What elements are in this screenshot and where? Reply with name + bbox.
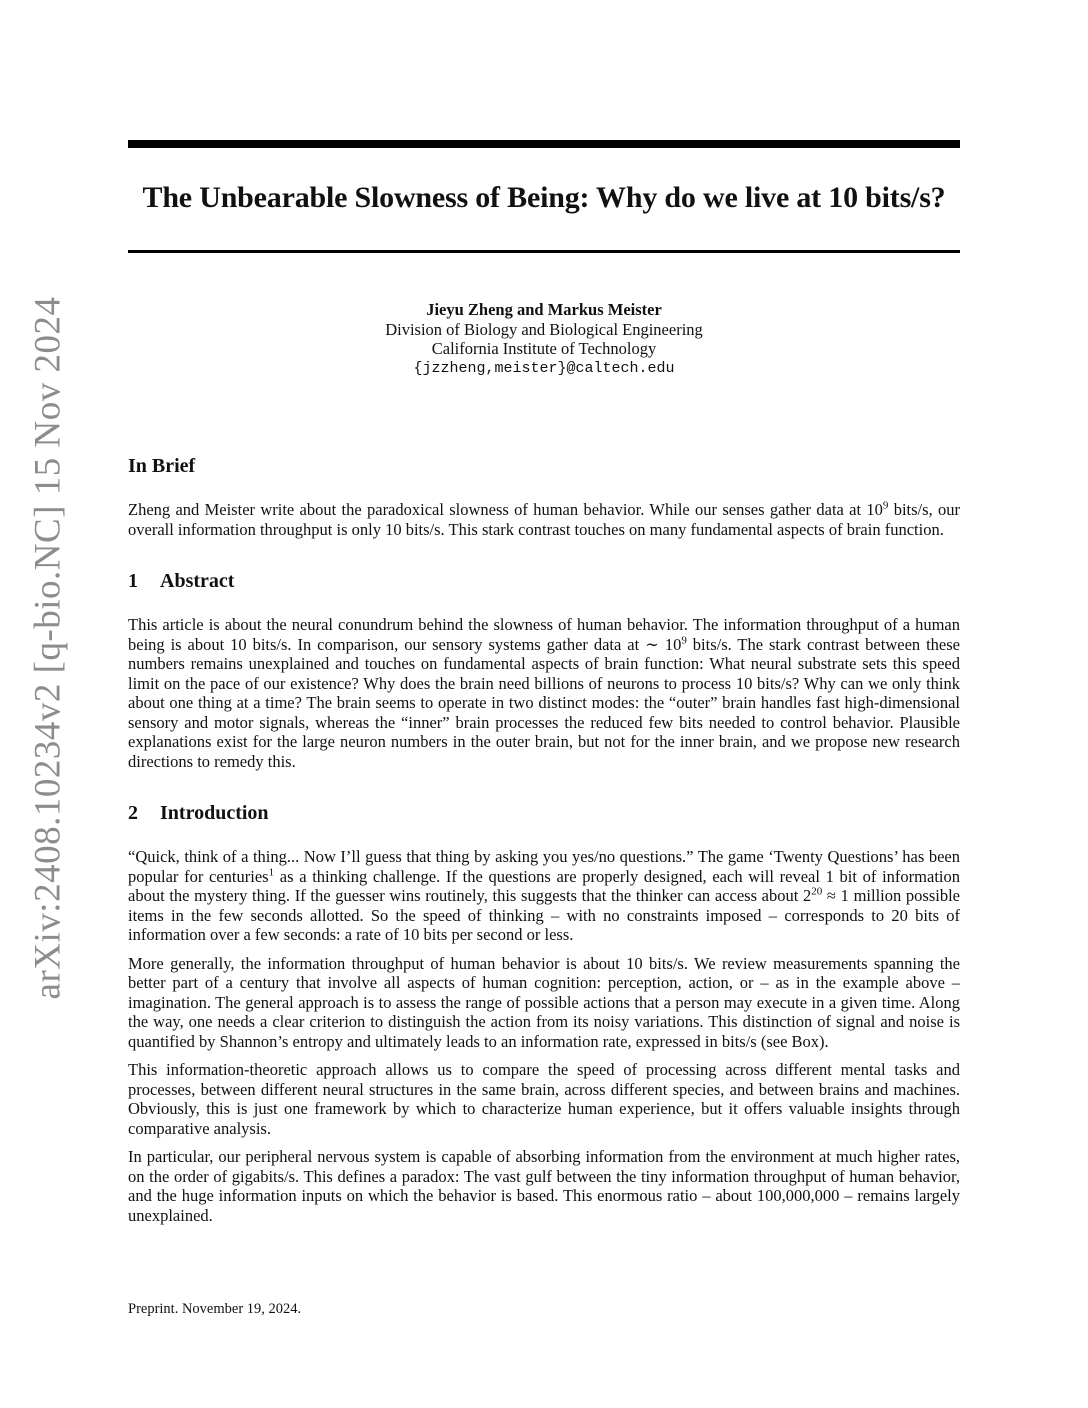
author-email: {jzzheng,meister}@caltech.edu: [413, 359, 675, 377]
introduction-paragraph-2: More generally, the information throughput of human behavior is about 10 bits/s. We review measurements spanning the better part of a century that involve all aspects of human cognition: perception, action, or – as in the example above – imagination. The general approach is to assess the range of possible actions that a person may execute in a given time. Along the way, one needs a clear criterion to distinguish the action from its noisy variations. This distinction of signal and noise is quantified by Shannon’s entropy and ultimately leads to an information rate, expressed in bits/s (see Box).: [128, 953, 960, 1051]
paper-page: [128, 140, 960, 1225]
in-brief-section: [128, 500, 960, 539]
introduction-heading: 2 Introduction: [128, 802, 269, 824]
introduction-section-number: 2: [128, 802, 138, 824]
abstract-section-number: 1: [128, 570, 138, 592]
in-brief-paragraph: Zheng and Meister write about the paradoxical slowness of human behavior. While our senses gather data at $10^9$ bits/s, our overall information throughput is only 10 bits/s. This stark contrast touches on many fundamental aspects of brain function.: [128, 499, 960, 539]
introduction-paragraph-1: “Quick, think of a thing... Now I’ll guess that thing by asking you yes/no questions.” The game ‘Twenty Questions’ has been popular for centuries$^1$ as a thinking challenge. If the questions are properly designed, each will reveal 1 bit of information about the mystery thing. If the guesser wins routinely, this suggests that the thinker can access about $2^{20} \approx 1$ million possible items in the few seconds allotted. So the speed of thinking – with no constraints imposed – corresponds to 20 bits of information over a few seconds: a rate of 10 bits per second or less.: [128, 847, 961, 944]
footnote-marker[interactable]: 1: [268, 866, 275, 878]
abstract-paragraph: This article is about the neural conundrum behind the slowness of human behavior. The information throughput of a human being is about 10 bits/s. In comparison, our sensory systems gather data at ∼ $10^9$ bits/s. The stark contrast between these numbers remains unexplained and touches on fundamental aspects of brain function: What neural substrate sets this speed limit on the pace of our existence? Why does the brain need billions of neurons to process 10 bits/s? Why can we only think about one thing at a time? The brain seems to operate in two distinct modes: the “outer” brain handles fast high-dimensional sensory and motor signals, whereas the “inner” brain processes the reduced few bits needed to control behavior. Plausible explanations exist for the large neuron numbers in the outer brain, but not for the inner brain, and we propose new research directions to remedy this.: [128, 615, 960, 771]
in-brief-heading: In Brief: [128, 455, 196, 477]
author-division: Division of Biology and Biological Engineering: [385, 319, 703, 339]
abstract-section: [128, 615, 960, 771]
arxiv-identifier-stamp: arXiv:2408.10234v2 [q-bio.NC] 15 Nov 2024: [27, 296, 69, 1000]
introduction-paragraph-4: In particular, our peripheral nervous system is capable of absorbing information from the environment at much higher rates, on the order of gigabits/s. This defines a paradox: The vast gulf between the tiny information throughput of human behavior, and the huge information inputs on which the behavior is based. This enormous ratio – about 100,000,000 – remains largely unexplained.: [128, 1147, 960, 1225]
author-block: [128, 300, 960, 378]
preprint-footer-note: Preprint. November 19, 2024.: [128, 1301, 302, 1317]
author-institution: California Institute of Technology: [431, 339, 657, 358]
title-bottom-rule: [128, 250, 960, 253]
introduction-paragraph-3: This information-theoretic approach allows us to compare the speed of processing across different mental tasks and processes, between different neural structures in the same brain, across different species, and between brains and machines. Obviously, this is just one framework by which to characterize human experience, but it offers valuable insights through comparative analysis.: [128, 1060, 960, 1138]
author-names: Jieyu Zheng and Markus Meister: [426, 300, 662, 319]
paper-title: The Unbearable Slowness of Being: Why do we live at 10 bits/s?: [142, 181, 946, 214]
abstract-heading: 1 Abstract: [128, 570, 235, 592]
introduction-section: [128, 847, 960, 1225]
title-top-rule: [128, 140, 960, 148]
